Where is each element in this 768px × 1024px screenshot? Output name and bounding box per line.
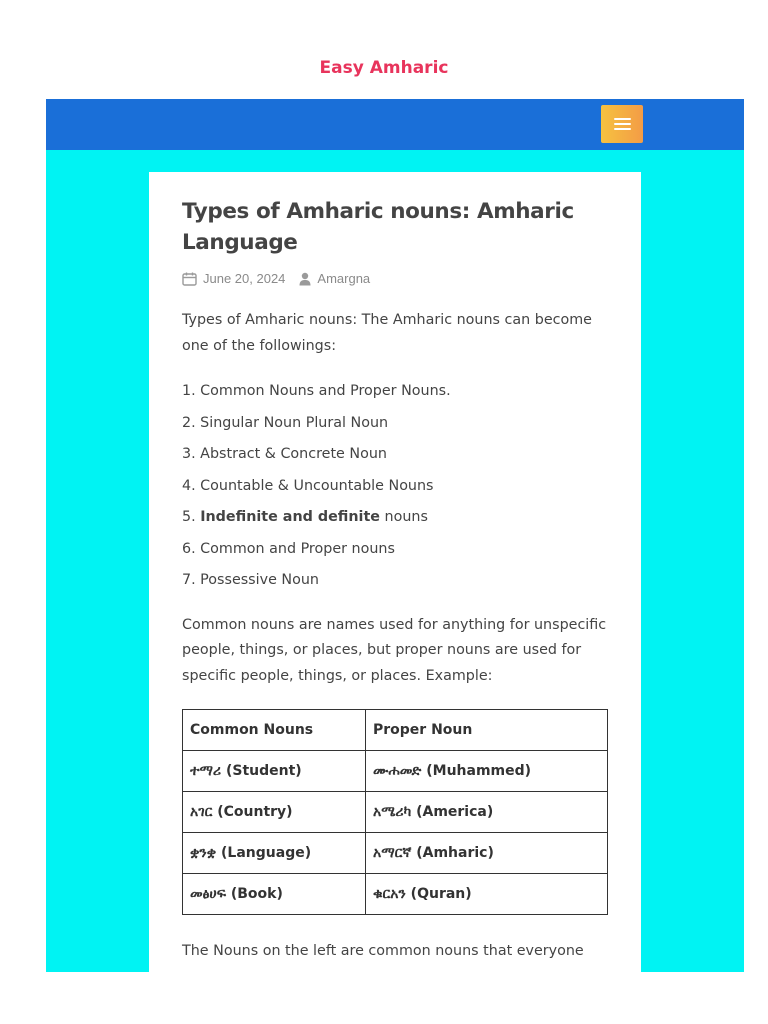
table-cell: አሜሪካ (America) <box>366 792 608 833</box>
calendar-icon <box>182 272 197 286</box>
table-row <box>183 833 608 874</box>
list-item-prefix: 5. <box>182 509 201 525</box>
list-item <box>182 505 608 537</box>
nouns-table <box>182 709 608 915</box>
article-title <box>182 196 608 258</box>
table-cell: ቋንቋ (Language) <box>183 833 366 874</box>
post-author-text[interactable]: Amargna <box>317 271 371 286</box>
article <box>149 172 641 1024</box>
list-item: 3. Abstract & Concrete Noun <box>182 446 387 462</box>
post-date-text[interactable]: June 20, 2024 <box>203 271 286 286</box>
post-meta <box>182 271 608 286</box>
list-item: 2. Singular Noun Plural Noun <box>182 414 389 431</box>
menu-toggle-button[interactable] <box>601 105 643 143</box>
post-date[interactable] <box>182 271 285 286</box>
site-title-link[interactable]: Easy Amharic <box>319 58 449 78</box>
table-row <box>183 792 608 833</box>
table-cell: መፅሀፍ (Book) <box>183 874 366 915</box>
table-header-cell: Common Nouns <box>183 710 366 751</box>
table-cell: አገር (Country) <box>183 792 366 833</box>
list-item: 4. Countable & Uncountable Nouns <box>182 477 434 494</box>
user-icon <box>299 272 311 286</box>
article-title-line1: Types of Amharic nouns: Amharic <box>182 199 574 224</box>
table-row <box>183 751 608 792</box>
table-header-row <box>183 710 608 751</box>
article-content <box>182 308 608 965</box>
list-item: 1. Common Nouns and Proper Nouns. <box>182 383 451 399</box>
post-author[interactable] <box>299 271 370 286</box>
list-item: 6. Common and Proper nouns <box>182 540 395 557</box>
table-cell: ሙሐመድ (Muhammed) <box>366 751 608 792</box>
list-item-bold: Indefinite and definite <box>200 509 380 525</box>
list-item: 7. Possessive Noun <box>182 572 319 588</box>
table-cell: አማርኛ (Amharic) <box>366 833 608 874</box>
article-title-line2: Language <box>182 230 298 255</box>
table-cell: ቁርአን (Quran) <box>366 874 608 915</box>
navigation-bar <box>46 99 744 150</box>
table-cell: ተማሪ (Student) <box>183 751 366 792</box>
hamburger-icon <box>614 118 631 131</box>
intro-paragraph: Types of Amharic nouns: The Amharic nouns can become one of the followings: <box>182 312 592 354</box>
table-header-cell: Proper Noun <box>366 710 608 751</box>
common-nouns-paragraph: Common nouns are names used for anything for unspecific people, things, or places, but proper nouns are used for specific people, things, or places. Example: <box>182 616 607 684</box>
table-row <box>183 874 608 915</box>
noun-types-list <box>182 379 608 600</box>
list-item-suffix: nouns <box>379 509 428 525</box>
closing-paragraph: The Nouns on the left are common nouns that everyone <box>182 943 584 959</box>
